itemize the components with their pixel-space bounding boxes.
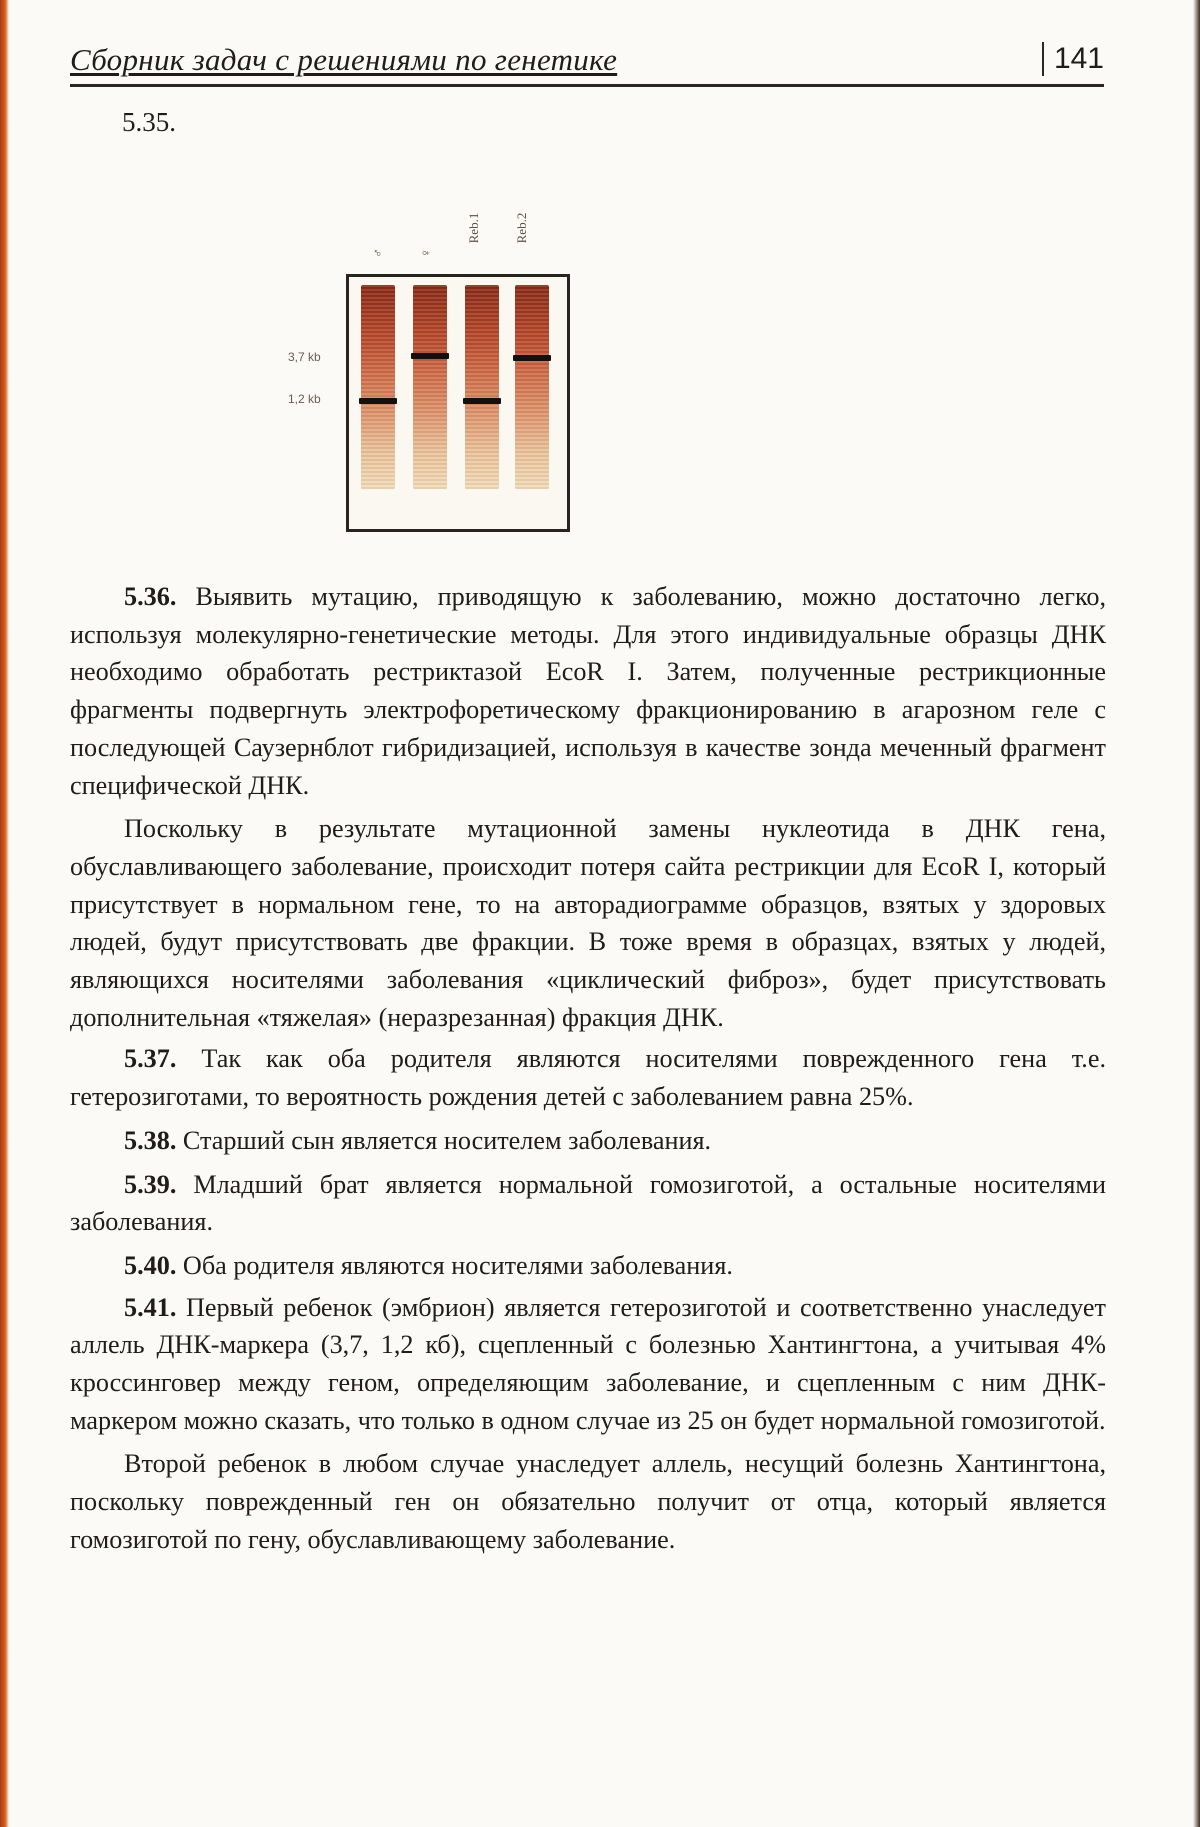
band-child-2-3-7kb: [513, 355, 551, 361]
gel-frame: [346, 274, 570, 532]
paragraph-5-36: [70, 578, 1106, 804]
paragraph-5-38: [70, 1122, 1106, 1160]
gel-lane-child-2: [515, 285, 549, 489]
size-marker-1-2: 1,2 kb: [288, 392, 321, 406]
running-title: Сборник задач с решениями по генетике: [70, 42, 618, 77]
gel-lane-mother: [413, 285, 447, 489]
paragraph-text: Оба родителя являются носителями заболевания.: [176, 1250, 733, 1280]
problem-number: 5.39.: [124, 1169, 177, 1199]
southern-blot-figure: [270, 180, 590, 540]
band-father-1-2kb: [359, 398, 397, 404]
paragraph-text: Старший сын является носителем заболевания.: [176, 1125, 712, 1155]
problem-number: 5.41.: [124, 1292, 177, 1322]
size-marker-3-7: 3,7 kb: [288, 350, 321, 364]
band-child-1-1-2kb: [463, 398, 501, 404]
body-text: [70, 578, 1106, 1563]
running-header: [70, 40, 1104, 87]
paragraph-5-41: [70, 1289, 1106, 1440]
lane-label-mother: ♀: [418, 248, 433, 258]
problem-number: 5.38.: [124, 1125, 177, 1155]
gel-lane-father: [361, 285, 395, 489]
paragraph-text: Выявить мутацию, приводящую к заболеванию, можно достаточно легко, используя молекулярно-генетические методы. Для этого индивидуальные образцы ДНК необходимо обработать рестриктазой EcoR I. Затем, полученные рестрикционные фрагменты подвергнуть электрофоретическому фракционированию в агарозном геле с последующей Саузернблот гибридизацией, используя в качестве зонда меченный фрагмент специфической ДНК.: [70, 582, 1106, 800]
band-mother-3-7kb: [411, 353, 449, 359]
problem-number: 5.40.: [124, 1250, 177, 1280]
paragraph-text: Поскольку в результате мутационной замены нуклеотида в ДНК гена, обуславливающего заболевание, происходит потеря сайта рестрикции для EcoR I, который присутствует в нормальном гене, то на авторадиограмме образцов, взятых у здоровых людей, будут присутствовать две фракции. В тоже время в образцах, взятых у людей, являющихся носителями заболевания «циклический фиброз», будет присутствовать дополнительная «тяжелая» (неразрезанная) фракция ДНК.: [70, 814, 1106, 1032]
problem-number: 5.36.: [124, 582, 177, 611]
lane-label-child-1: Reb.1: [466, 212, 481, 244]
lane-label-child-2: Reb.2: [514, 212, 529, 244]
paragraph-5-36-cont: [70, 810, 1106, 1036]
paragraph-text: Первый ребенок (эмбрион) является гетерозиготой и соответственно унаследует аллель ДНК-маркера (3,7, 1,2 кб), сцепленный с болезнью Хантингтона, а учитывая 4% кроссинговер между геном, определяющим заболевание, и сцепленным с ним ДНК- маркером можно сказать, что только в одном случае из 25 он будет нормальной гомозиготой.: [70, 1292, 1106, 1435]
page-edge-left: [0, 0, 9, 1827]
paragraph-text: Так как оба родителя являются носителями поврежденного гена т.е. гетерозиготами, то вероятность рождения детей с заболеванием равна 25%.: [70, 1044, 1106, 1112]
figure-label: 5.35.: [122, 107, 176, 137]
paragraph-5-37: [70, 1040, 1106, 1115]
paragraph-5-41-cont: [70, 1445, 1106, 1558]
page-number: 141: [1042, 42, 1104, 76]
gel-lane-child-1: [465, 285, 499, 489]
paragraph-5-40: [70, 1247, 1106, 1285]
problem-number: 5.37.: [124, 1044, 177, 1074]
page-edge-right: [1193, 0, 1200, 1827]
paragraph-text: Младший брат является нормальной гомозиготой, а остальные носителями заболевания.: [70, 1169, 1106, 1237]
lane-label-father: ♂: [370, 248, 385, 258]
paragraph-text: Второй ребенок в любом случае унаследует аллель, несущий болезнь Хантингтона, поскольку поврежденный ген он обязательно получит от отца, который является гомозиготой по гену, обуславливающему заболевание.: [70, 1449, 1106, 1554]
paragraph-5-39: [70, 1166, 1106, 1241]
